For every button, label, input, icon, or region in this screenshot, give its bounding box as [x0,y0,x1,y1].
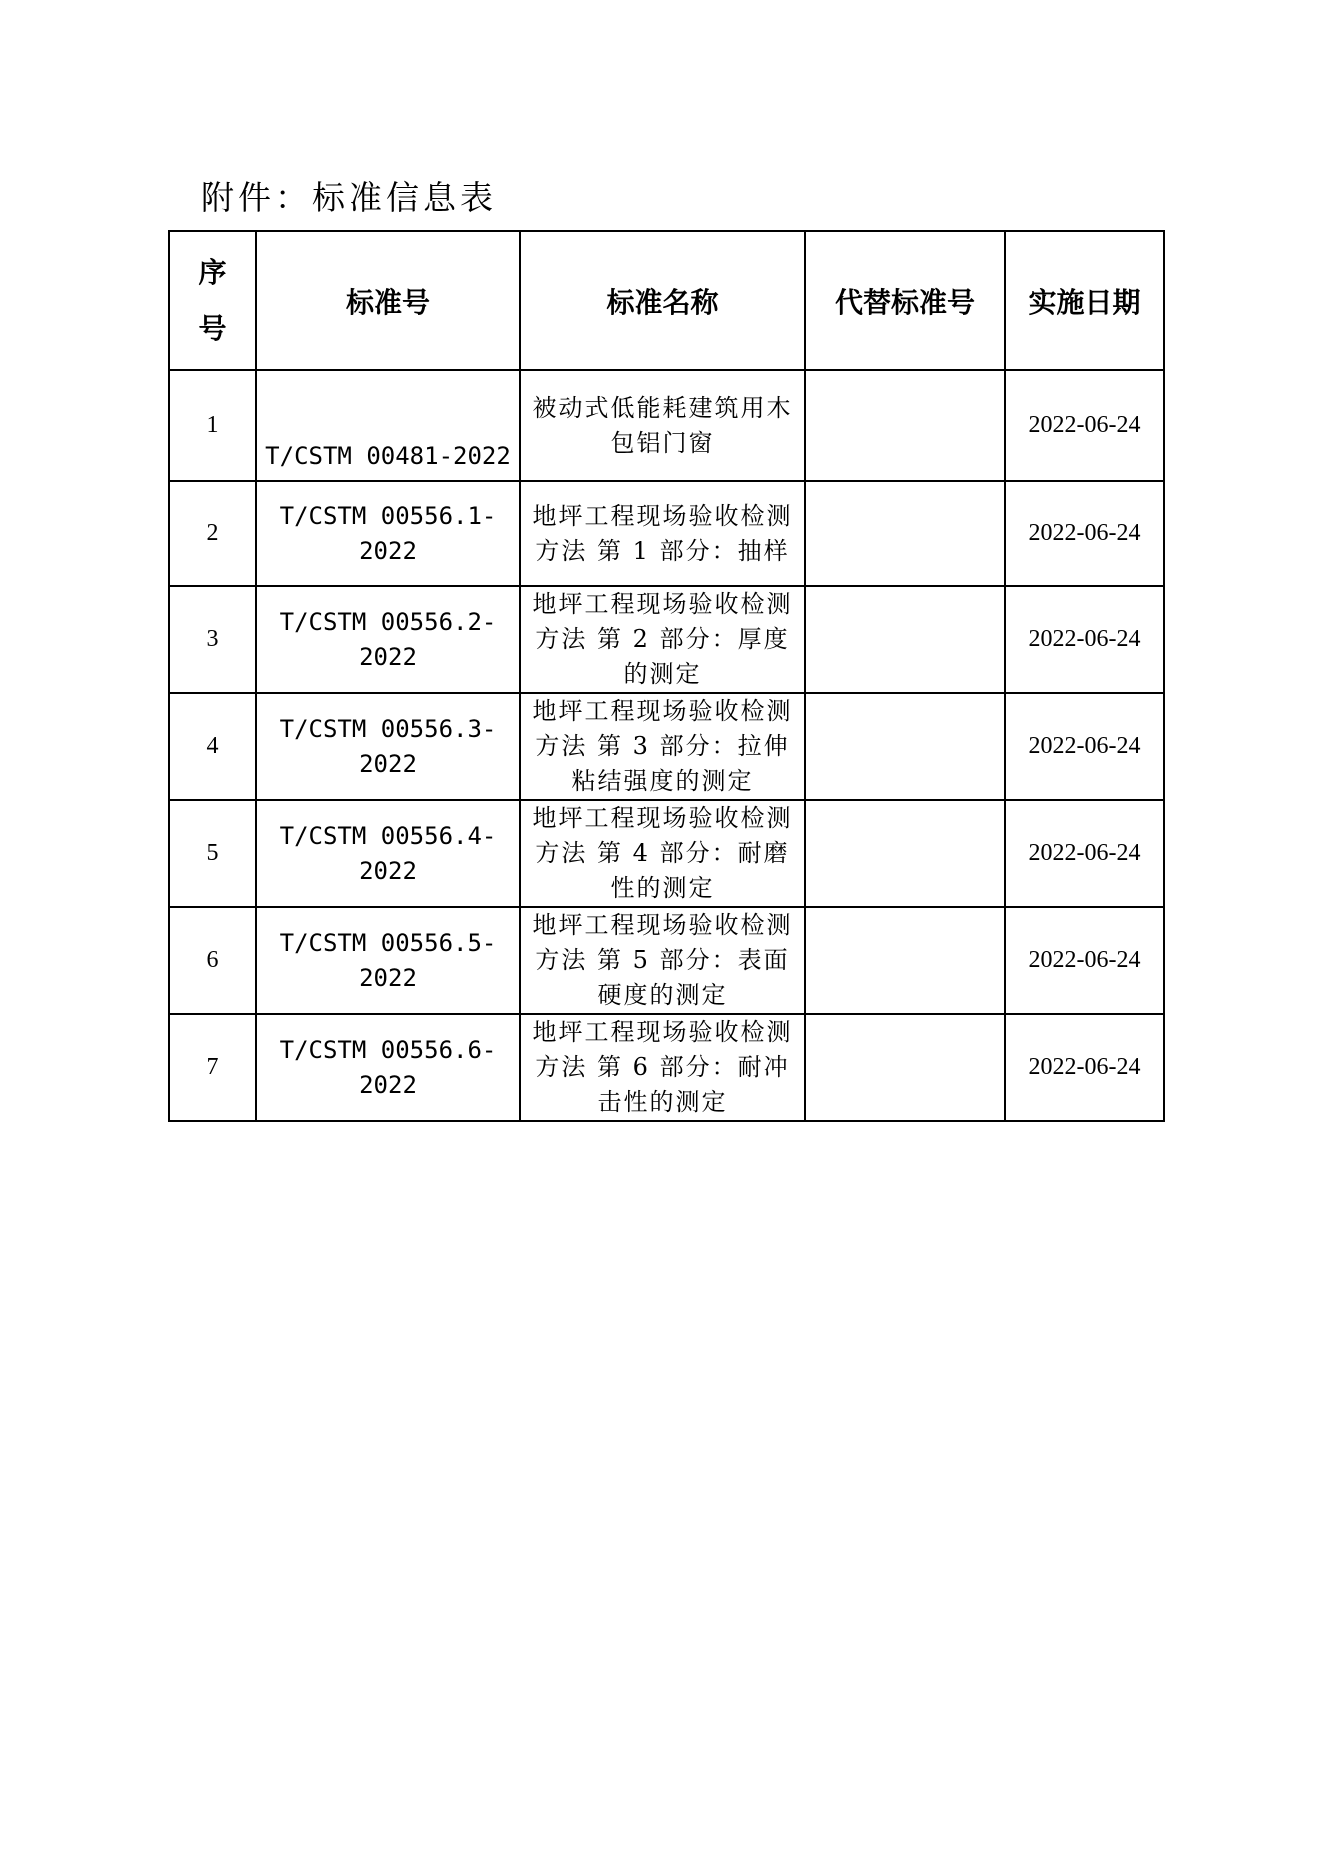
cell-standard-name: 被动式低能耗建筑用木包铝门窗 [520,370,805,481]
table-row [169,800,1164,907]
header-seq [169,231,256,370]
header-standard-no: 标准号 [256,231,520,370]
cell-standard-no: T/CSTM 00556.1-2022 [256,481,520,586]
cell-replaced-no [805,800,1005,907]
cell-seq: 4 [169,693,256,800]
cell-standard-name: 地坪工程现场验收检测方法 第 5 部分：表面硬度的测定 [520,907,805,1014]
table-header-row [169,231,1164,370]
header-effective-date: 实施日期 [1005,231,1164,370]
cell-effective-date: 2022-06-24 [1005,693,1164,800]
table-row [169,907,1164,1014]
cell-standard-name: 地坪工程现场验收检测方法 第 4 部分：耐磨性的测定 [520,800,805,907]
cell-replaced-no [805,481,1005,586]
cell-seq: 6 [169,907,256,1014]
cell-standard-no: T/CSTM 00481-2022 [256,370,520,481]
cell-effective-date: 2022-06-24 [1005,586,1164,693]
cell-standard-no: T/CSTM 00556.2-2022 [256,586,520,693]
cell-standard-no: T/CSTM 00556.5-2022 [256,907,520,1014]
table-body [169,370,1164,1121]
cell-effective-date: 2022-06-24 [1005,370,1164,481]
cell-seq: 5 [169,800,256,907]
cell-standard-no: T/CSTM 00556.4-2022 [256,800,520,907]
cell-standard-name: 地坪工程现场验收检测方法 第 1 部分：抽样 [520,481,805,586]
table-row [169,481,1164,586]
cell-replaced-no [805,586,1005,693]
table-row [169,586,1164,693]
cell-replaced-no [805,1014,1005,1121]
cell-effective-date: 2022-06-24 [1005,907,1164,1014]
header-replaced-no: 代替标准号 [805,231,1005,370]
header-seq-label: 序号 [198,255,227,345]
cell-standard-name: 地坪工程现场验收检测方法 第 3 部分：拉伸粘结强度的测定 [520,693,805,800]
cell-replaced-no [805,370,1005,481]
table-row [169,1014,1164,1121]
cell-seq: 3 [169,586,256,693]
cell-effective-date: 2022-06-24 [1005,481,1164,586]
cell-replaced-no [805,693,1005,800]
cell-effective-date: 2022-06-24 [1005,800,1164,907]
cell-effective-date: 2022-06-24 [1005,1014,1164,1121]
cell-seq: 1 [169,370,256,481]
table-row [169,693,1164,800]
page-title: 附件：标准信息表 [201,178,497,217]
cell-replaced-no [805,907,1005,1014]
cell-standard-name: 地坪工程现场验收检测方法 第 2 部分：厚度的测定 [520,586,805,693]
cell-standard-name: 地坪工程现场验收检测方法 第 6 部分：耐冲击性的测定 [520,1014,805,1121]
cell-standard-no: T/CSTM 00556.6-2022 [256,1014,520,1121]
cell-seq: 7 [169,1014,256,1121]
header-standard-name: 标准名称 [520,231,805,370]
cell-standard-no: T/CSTM 00556.3-2022 [256,693,520,800]
standard-info-table [168,230,1165,1122]
cell-seq: 2 [169,481,256,586]
table-row [169,370,1164,481]
